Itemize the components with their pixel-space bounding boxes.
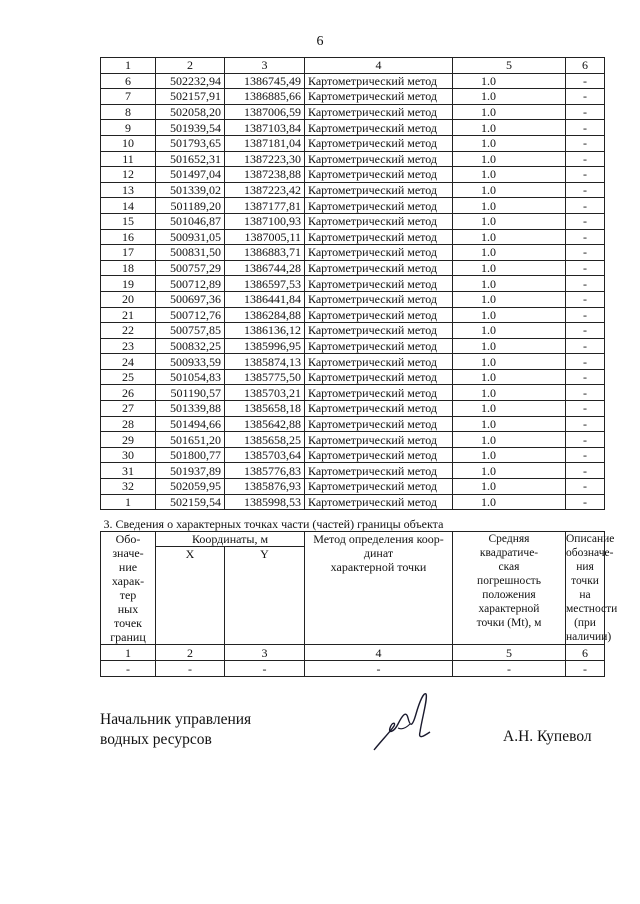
coord-x: 501652,31: [156, 151, 225, 167]
description: -: [566, 416, 605, 432]
coord-y: 1385642,88: [225, 416, 305, 432]
method: Картометрический метод: [305, 120, 453, 136]
value-cell: -: [305, 661, 453, 677]
coord-y: 1387103,84: [225, 120, 305, 136]
method: Картометрический метод: [305, 104, 453, 120]
description: -: [566, 104, 605, 120]
error-value: 1.0: [453, 369, 566, 385]
header-description: Описание обозначе- ния точки на местности (при наличии): [566, 533, 618, 643]
method: Картометрический метод: [305, 307, 453, 323]
coord-x: 501046,87: [156, 213, 225, 229]
coord-y: 1386136,12: [225, 323, 305, 339]
table-row: [101, 135, 605, 151]
description: -: [566, 229, 605, 245]
coord-y: 1385876,93: [225, 479, 305, 495]
coord-x: 501190,57: [156, 385, 225, 401]
coord-y: 1386441,84: [225, 291, 305, 307]
coord-x: 501651,20: [156, 432, 225, 448]
section3-number-row: [101, 645, 605, 661]
table-row: [101, 432, 605, 448]
column-number: 6: [566, 645, 605, 661]
position-title: Начальник управления водных ресурсов: [100, 711, 252, 748]
description: -: [566, 432, 605, 448]
point-number: 22: [101, 323, 156, 339]
point-number: 13: [101, 182, 156, 198]
point-number: 6: [101, 73, 156, 89]
error-value: 1.0: [453, 354, 566, 370]
table-row: [101, 167, 605, 183]
coord-x: 500757,29: [156, 260, 225, 276]
description: -: [566, 447, 605, 463]
coord-y: 1386885,66: [225, 89, 305, 105]
coord-y: 1385703,64: [225, 447, 305, 463]
table-row: [101, 260, 605, 276]
table-row: [101, 447, 605, 463]
point-number: 1: [101, 494, 156, 510]
column-number: 6: [566, 58, 605, 74]
table-row: [101, 198, 605, 214]
coord-x: 500712,76: [156, 307, 225, 323]
description: -: [566, 120, 605, 136]
coord-x: 501189,20: [156, 198, 225, 214]
coord-x: 500831,50: [156, 245, 225, 261]
point-number: 18: [101, 260, 156, 276]
error-value: 1.0: [453, 432, 566, 448]
table-row: [101, 369, 605, 385]
column-number: 5: [453, 58, 566, 74]
error-value: 1.0: [453, 167, 566, 183]
table-row: [101, 479, 605, 495]
coord-x: 500712,89: [156, 276, 225, 292]
method: Картометрический метод: [305, 354, 453, 370]
point-number: 28: [101, 416, 156, 432]
coord-x: 502157,91: [156, 89, 225, 105]
coord-x: 500697,36: [156, 291, 225, 307]
point-number: 14: [101, 198, 156, 214]
point-number: 11: [101, 151, 156, 167]
table-row: [101, 323, 605, 339]
coord-x: 501494,66: [156, 416, 225, 432]
table-row: [101, 151, 605, 167]
point-number: 19: [101, 276, 156, 292]
description: -: [566, 401, 605, 417]
error-value: 1.0: [453, 385, 566, 401]
signature-block: [100, 710, 620, 770]
handwritten-signature: [368, 688, 458, 758]
error-value: 1.0: [453, 479, 566, 495]
description: -: [566, 385, 605, 401]
coord-y: 1385775,50: [225, 369, 305, 385]
method: Картометрический метод: [305, 151, 453, 167]
error-value: 1.0: [453, 182, 566, 198]
table-row: [101, 182, 605, 198]
method: Картометрический метод: [305, 229, 453, 245]
description: -: [566, 354, 605, 370]
coord-x: 502232,94: [156, 73, 225, 89]
error-value: 1.0: [453, 291, 566, 307]
method: Картометрический метод: [305, 73, 453, 89]
header-x: X: [156, 547, 225, 645]
coord-y: 1387223,30: [225, 151, 305, 167]
table-header-row: [101, 58, 605, 74]
description: -: [566, 213, 605, 229]
description: -: [566, 463, 605, 479]
error-value: 1.0: [453, 307, 566, 323]
point-number: 32: [101, 479, 156, 495]
description: -: [566, 323, 605, 339]
header-point-designation: Обо- значе- ние харак- тер ных точек границ: [101, 532, 156, 645]
coord-y: 1385996,95: [225, 338, 305, 354]
value-cell: -: [566, 661, 605, 677]
header-error: Средняя квадратиче- ская погрешность положения характерной точки (Mt), м: [453, 532, 566, 645]
coord-y: 1387005,11: [225, 229, 305, 245]
point-number: 29: [101, 432, 156, 448]
coord-y: 1386597,53: [225, 276, 305, 292]
point-number: 16: [101, 229, 156, 245]
column-number: 1: [101, 645, 156, 661]
method: Картометрический метод: [305, 89, 453, 105]
value-cell: -: [101, 661, 156, 677]
table-row: [101, 463, 605, 479]
method: Картометрический метод: [305, 291, 453, 307]
column-number: 5: [453, 645, 566, 661]
method: Картометрический метод: [305, 245, 453, 261]
coord-x: 501937,89: [156, 463, 225, 479]
header-coordinates: Координаты, м: [156, 532, 305, 547]
page-number: 6: [316, 34, 324, 49]
table-row: [101, 401, 605, 417]
header-y: Y: [225, 547, 305, 645]
error-value: 1.0: [453, 198, 566, 214]
coord-y: 1387177,81: [225, 198, 305, 214]
description: -: [566, 89, 605, 105]
section3-table: [100, 514, 618, 677]
coord-x: 500931,05: [156, 229, 225, 245]
point-number: 24: [101, 354, 156, 370]
column-number: 4: [305, 58, 453, 74]
coord-y: 1386284,88: [225, 307, 305, 323]
coord-x: 500757,85: [156, 323, 225, 339]
point-number: 20: [101, 291, 156, 307]
method: Картометрический метод: [305, 338, 453, 354]
point-number: 9: [101, 120, 156, 136]
description: -: [566, 291, 605, 307]
coord-x: 501793,65: [156, 135, 225, 151]
error-value: 1.0: [453, 135, 566, 151]
coord-x: 501339,88: [156, 401, 225, 417]
coord-y: 1387100,93: [225, 213, 305, 229]
coord-y: 1386745,49: [225, 73, 305, 89]
description: -: [566, 182, 605, 198]
coord-y: 1387181,04: [225, 135, 305, 151]
coord-y: 1385658,25: [225, 432, 305, 448]
table-row: [101, 338, 605, 354]
description: -: [566, 135, 605, 151]
table-row: [101, 291, 605, 307]
value-cell: -: [156, 661, 225, 677]
table-row: [101, 354, 605, 370]
point-number: 31: [101, 463, 156, 479]
method: Картометрический метод: [305, 323, 453, 339]
error-value: 1.0: [453, 245, 566, 261]
point-number: 27: [101, 401, 156, 417]
method: Картометрический метод: [305, 447, 453, 463]
point-number: 10: [101, 135, 156, 151]
method: Картометрический метод: [305, 385, 453, 401]
error-value: 1.0: [453, 494, 566, 510]
coord-x: 500832,25: [156, 338, 225, 354]
column-number: 3: [225, 58, 305, 74]
method: Картометрический метод: [305, 213, 453, 229]
coord-x: 502159,54: [156, 494, 225, 510]
description: -: [566, 494, 605, 510]
error-value: 1.0: [453, 323, 566, 339]
table-row: [101, 73, 605, 89]
column-number: 2: [156, 58, 225, 74]
table-row: [101, 307, 605, 323]
point-number: 25: [101, 369, 156, 385]
boundary-points-table: [100, 57, 605, 510]
point-number: 12: [101, 167, 156, 183]
coord-y: 1385703,21: [225, 385, 305, 401]
method: Картометрический метод: [305, 432, 453, 448]
column-number: 1: [101, 58, 156, 74]
description: -: [566, 198, 605, 214]
description: -: [566, 167, 605, 183]
table-row: [101, 213, 605, 229]
description: -: [566, 245, 605, 261]
error-value: 1.0: [453, 401, 566, 417]
table-row: [101, 104, 605, 120]
coord-y: 1386744,28: [225, 260, 305, 276]
error-value: 1.0: [453, 447, 566, 463]
column-number: 3: [225, 645, 305, 661]
description: -: [566, 276, 605, 292]
table-row: [101, 245, 605, 261]
error-value: 1.0: [453, 338, 566, 354]
point-number: 8: [101, 104, 156, 120]
signer-name: А.Н. Купевол: [503, 728, 592, 745]
header-method: Метод определения коор- динат характерной точки: [305, 532, 453, 645]
method: Картометрический метод: [305, 198, 453, 214]
error-value: 1.0: [453, 229, 566, 245]
column-number: 2: [156, 645, 225, 661]
coord-y: 1385658,18: [225, 401, 305, 417]
coord-x: 501939,54: [156, 120, 225, 136]
coord-x: 502058,20: [156, 104, 225, 120]
error-value: 1.0: [453, 73, 566, 89]
method: Картометрический метод: [305, 401, 453, 417]
method: Картометрический метод: [305, 463, 453, 479]
description: -: [566, 151, 605, 167]
error-value: 1.0: [453, 260, 566, 276]
point-number: 30: [101, 447, 156, 463]
coord-x: 500933,59: [156, 354, 225, 370]
method: Картометрический метод: [305, 135, 453, 151]
method: Картометрический метод: [305, 260, 453, 276]
point-number: 26: [101, 385, 156, 401]
error-value: 1.0: [453, 151, 566, 167]
value-cell: -: [453, 661, 566, 677]
coord-x: 501800,77: [156, 447, 225, 463]
description: -: [566, 260, 605, 276]
column-number: 4: [305, 645, 453, 661]
description: -: [566, 307, 605, 323]
coord-y: 1387223,42: [225, 182, 305, 198]
coord-y: 1385776,83: [225, 463, 305, 479]
error-value: 1.0: [453, 463, 566, 479]
coord-y: 1386883,71: [225, 245, 305, 261]
table-row: [101, 89, 605, 105]
table-row: [101, 385, 605, 401]
coord-y: 1387006,59: [225, 104, 305, 120]
coord-x: 501497,04: [156, 167, 225, 183]
method: Картометрический метод: [305, 369, 453, 385]
point-number: 17: [101, 245, 156, 261]
error-value: 1.0: [453, 104, 566, 120]
description: -: [566, 338, 605, 354]
method: Картометрический метод: [305, 494, 453, 510]
coord-y: 1385998,53: [225, 494, 305, 510]
section3-value-row: [101, 661, 605, 677]
table-row: [101, 276, 605, 292]
method: Картометрический метод: [305, 479, 453, 495]
coord-y: 1387238,88: [225, 167, 305, 183]
point-number: 21: [101, 307, 156, 323]
error-value: 1.0: [453, 276, 566, 292]
table-row: [101, 229, 605, 245]
value-cell: -: [225, 661, 305, 677]
error-value: 1.0: [453, 89, 566, 105]
description: -: [566, 479, 605, 495]
error-value: 1.0: [453, 213, 566, 229]
point-number: 7: [101, 89, 156, 105]
table-row: [101, 494, 605, 510]
point-number: 15: [101, 213, 156, 229]
method: Картометрический метод: [305, 182, 453, 198]
error-value: 1.0: [453, 416, 566, 432]
coord-y: 1385874,13: [225, 354, 305, 370]
method: Картометрический метод: [305, 167, 453, 183]
method: Картометрический метод: [305, 416, 453, 432]
coord-x: 501054,83: [156, 369, 225, 385]
method: Картометрический метод: [305, 276, 453, 292]
coord-x: 502059,95: [156, 479, 225, 495]
section3-title: 3. Сведения о характерных точках части (частей) границы объекта: [101, 514, 605, 532]
table-row: [101, 416, 605, 432]
description: -: [566, 369, 605, 385]
point-number: 23: [101, 338, 156, 354]
coord-x: 501339,02: [156, 182, 225, 198]
error-value: 1.0: [453, 120, 566, 136]
description: -: [566, 73, 605, 89]
table-row: [101, 120, 605, 136]
